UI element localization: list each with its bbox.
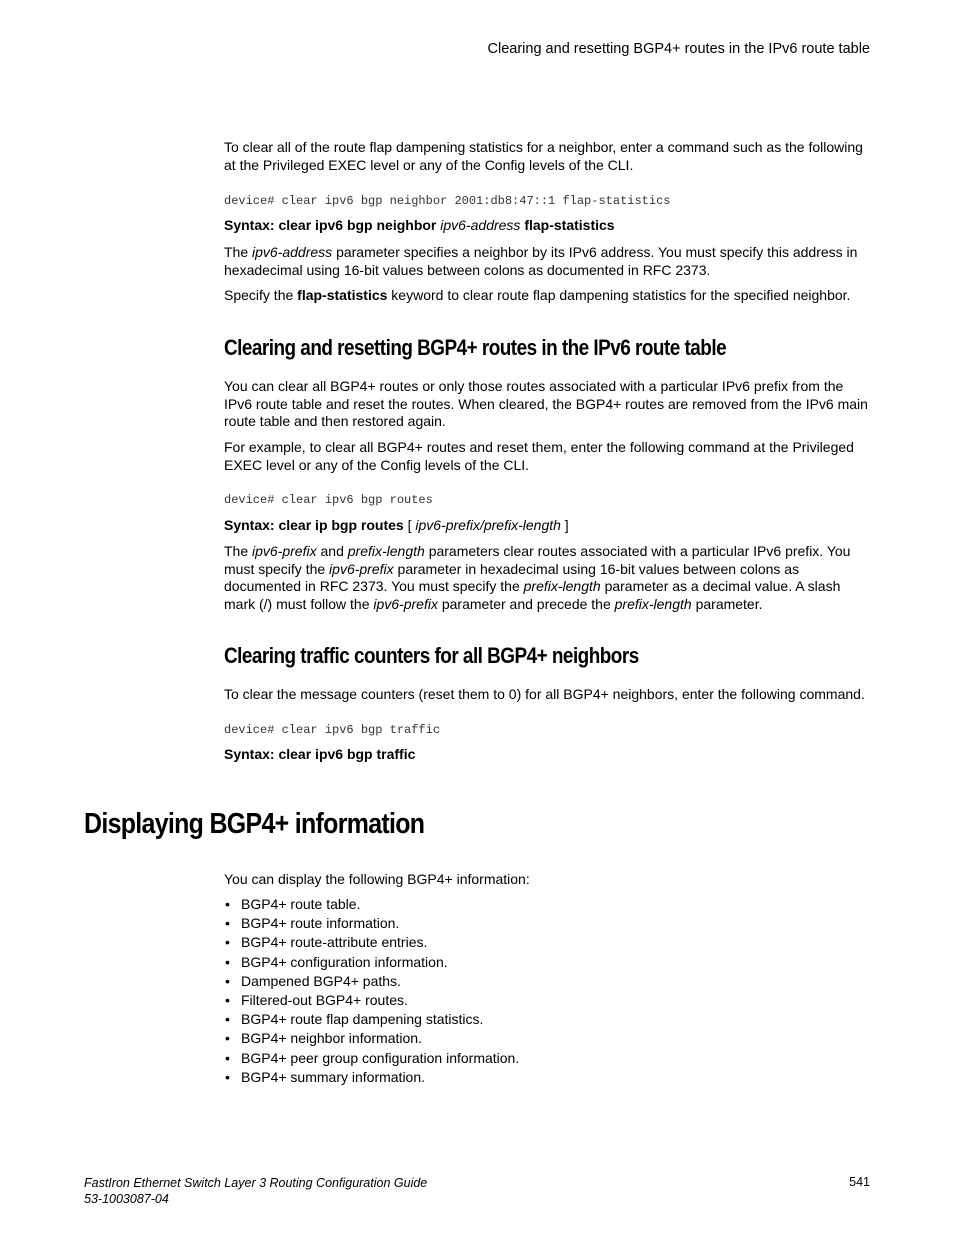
syntax-clear-bgp-traffic: Syntax: clear ipv6 bgp traffic bbox=[224, 746, 416, 762]
syntax-label: Syntax: clear ipv6 bgp neighbor bbox=[224, 217, 437, 233]
list-item: • BGP4+ configuration information. bbox=[224, 953, 874, 972]
syntax-keyword: flap-statistics bbox=[524, 217, 615, 233]
section-heading-clearing-resetting-routes: Clearing and resetting BGP4+ routes in the IPv6 route table bbox=[224, 335, 727, 360]
list-item: • BGP4+ neighbor information. bbox=[224, 1029, 874, 1048]
display-info-list bbox=[224, 895, 874, 1087]
list-item: • BGP4+ route flap dampening statistics. bbox=[224, 1010, 874, 1029]
ipv6-address-description: The ipv6-address parameter specifies a neighbor by its IPv6 address. You must specify this address in hexadecimal using 16-bit values between colons as documented in RFC 2373. bbox=[224, 244, 858, 278]
footer-document-title: FastIron Ethernet Switch Layer 3 Routing Configuration Guide bbox=[84, 1176, 428, 1190]
syntax-label: Syntax: clear ip bgp routes bbox=[224, 517, 404, 533]
list-item: • BGP4+ route information. bbox=[224, 914, 874, 933]
prefix-parameters-description: The ipv6-prefix and prefix-length parameters clear routes associated with a particular IPv6 prefix. You must specify the ipv6-prefix parameter in hexadecimal using 16-bit values between colons as documented in RFC 2373. You must specify the prefix-length parameter as a decimal value. A slash mark (/) must follow the ipv6-prefix parameter and precede the prefix-length parameter. bbox=[224, 543, 851, 612]
chapter-heading-displaying-bgp4-information: Displaying BGP4+ information bbox=[84, 808, 425, 840]
code-clear-flap-statistics: device# clear ipv6 bgp neighbor 2001:db8:47::1 flap-statistics bbox=[224, 194, 671, 208]
clear-routes-paragraph: You can clear all BGP4+ routes or only those routes associated with a particular IPv6 prefix from the IPv6 route table and reset the routes. When cleared, the BGP4+ routes are removed from the IPv6 main route table and then restored again. bbox=[224, 378, 868, 429]
flap-stats-intro: To clear all of the route flap dampening statistics for a neighbor, enter a command such as the following at the Privileged EXEC level or any of the Config levels of the CLI. bbox=[224, 139, 863, 173]
list-item: • Dampened BGP4+ paths. bbox=[224, 972, 874, 991]
clear-routes-example-paragraph: For example, to clear all BGP4+ routes and reset them, enter the following command at the Privileged EXEC level or any of the Config levels of the CLI. bbox=[224, 439, 854, 473]
syntax-clear-bgp-routes: Syntax: clear ip bgp routes [ ipv6-prefix/prefix-length ] bbox=[224, 517, 569, 533]
flap-statistics-keyword-description: Specify the flap-statistics keyword to clear route flap dampening statistics for the specified neighbor. bbox=[224, 287, 851, 303]
list-item: • Filtered-out BGP4+ routes. bbox=[224, 991, 874, 1010]
list-item: • BGP4+ summary information. bbox=[224, 1068, 874, 1087]
footer-page-number: 541 bbox=[849, 1175, 870, 1189]
list-item: • BGP4+ route-attribute entries. bbox=[224, 933, 874, 952]
code-clear-bgp-routes: device# clear ipv6 bgp routes bbox=[224, 493, 433, 507]
syntax-arg: ipv6-prefix/prefix-length bbox=[415, 517, 561, 533]
list-item: • BGP4+ route table. bbox=[224, 895, 874, 914]
section-heading-clearing-traffic-counters: Clearing traffic counters for all BGP4+ neighbors bbox=[224, 643, 639, 668]
running-header: Clearing and resetting BGP4+ routes in the IPv6 route table bbox=[487, 41, 870, 57]
param-name: ipv6-address bbox=[252, 244, 333, 260]
syntax-arg: ipv6-address bbox=[440, 217, 521, 233]
code-clear-bgp-traffic: device# clear ipv6 bgp traffic bbox=[224, 723, 441, 737]
keyword-name: flap-statistics bbox=[297, 287, 388, 303]
list-item: • BGP4+ peer group configuration information. bbox=[224, 1049, 874, 1068]
display-info-intro: You can display the following BGP4+ information: bbox=[224, 871, 530, 887]
footer-document-number: 53-1003087-04 bbox=[84, 1192, 169, 1206]
syntax-clear-flap-statistics bbox=[224, 217, 874, 233]
traffic-counters-paragraph: To clear the message counters (reset them to 0) for all BGP4+ neighbors, enter the following command. bbox=[224, 686, 865, 702]
